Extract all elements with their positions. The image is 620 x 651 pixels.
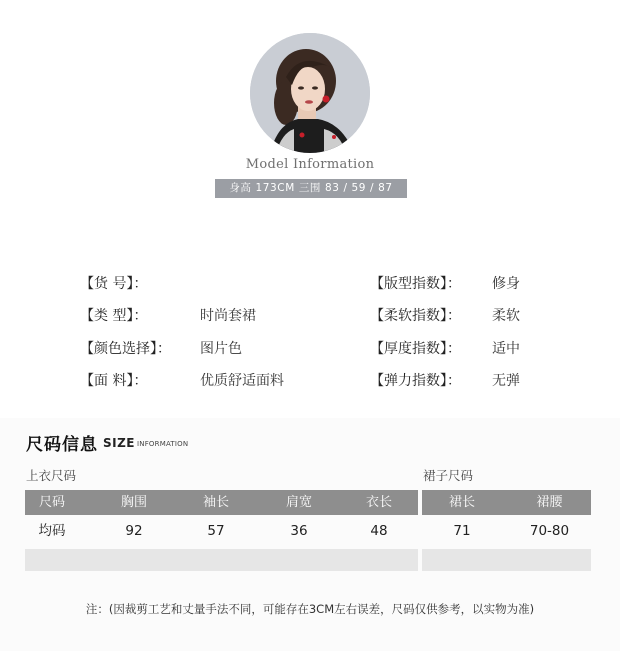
model-measurements: 身高 173CM 三围 83 / 59 / 87 [215, 179, 407, 198]
size-section-title-en-small: INFORMATION [137, 440, 189, 448]
skirt-size-table-empty-row [422, 549, 591, 571]
skirt-header-waist: 裙腰 [536, 495, 563, 510]
attr-value-color: 图片色 [200, 341, 242, 357]
attr-label-fit-index: 【版型指数】： [370, 276, 461, 292]
size-note: 注：(因裁剪工艺和丈量手法不同，可能存在3CM左右误差，尺码仅供参考，以实物为准) [85, 602, 535, 616]
top-cell-sleeve: 57 [207, 523, 225, 539]
skirt-cell-waist: 70-80 [529, 523, 570, 539]
top-header-length: 衣长 [365, 495, 392, 510]
top-size-table-header [25, 490, 418, 515]
attr-value-thickness-index: 适中 [492, 341, 520, 357]
top-cell-shoulder: 36 [290, 523, 308, 539]
top-header-sleeve: 袖长 [202, 495, 229, 510]
attr-label-fabric: 【面 料】： [80, 373, 148, 389]
attr-value-fabric: 优质舒适面料 [200, 373, 284, 389]
model-avatar [250, 33, 370, 153]
attr-label-elasticity-index: 【弹力指数】： [370, 373, 461, 389]
skirt-cell-length: 71 [453, 523, 471, 539]
skirt-size-table-row [422, 517, 591, 545]
attr-value-softness-index: 柔软 [492, 308, 520, 324]
top-cell-bust: 92 [125, 523, 143, 539]
attr-value-type: 时尚套裙 [200, 308, 256, 324]
attr-label-thickness-index: 【厚度指数】： [370, 341, 461, 357]
attr-label-type: 【类 型】： [80, 308, 148, 324]
attr-label-softness-index: 【柔软指数】： [370, 308, 461, 324]
attr-label-color: 【颜色选择】： [80, 341, 171, 357]
top-size-title: 上衣尺码 [26, 468, 77, 483]
size-section-title: 尺码信息 [26, 435, 98, 455]
top-cell-size: 均码 [38, 523, 66, 539]
attr-value-elasticity-index: 无弹 [492, 373, 520, 389]
skirt-size-title: 裙子尺码 [423, 468, 474, 483]
skirt-header-length: 裙长 [448, 495, 475, 510]
attr-label-item-no: 【货 号】： [80, 276, 148, 292]
top-header-size: 尺码 [38, 495, 65, 510]
top-header-shoulder: 肩宽 [285, 495, 312, 510]
top-size-table-row [25, 517, 418, 545]
top-header-bust: 胸围 [120, 495, 147, 510]
top-cell-length: 48 [370, 523, 388, 539]
size-section-title-en: SIZE [103, 436, 136, 450]
model-information-title: Model Information [245, 157, 375, 172]
skirt-size-table-header [422, 490, 591, 515]
top-size-table-empty-row [25, 549, 418, 571]
attr-value-fit-index: 修身 [492, 276, 520, 292]
